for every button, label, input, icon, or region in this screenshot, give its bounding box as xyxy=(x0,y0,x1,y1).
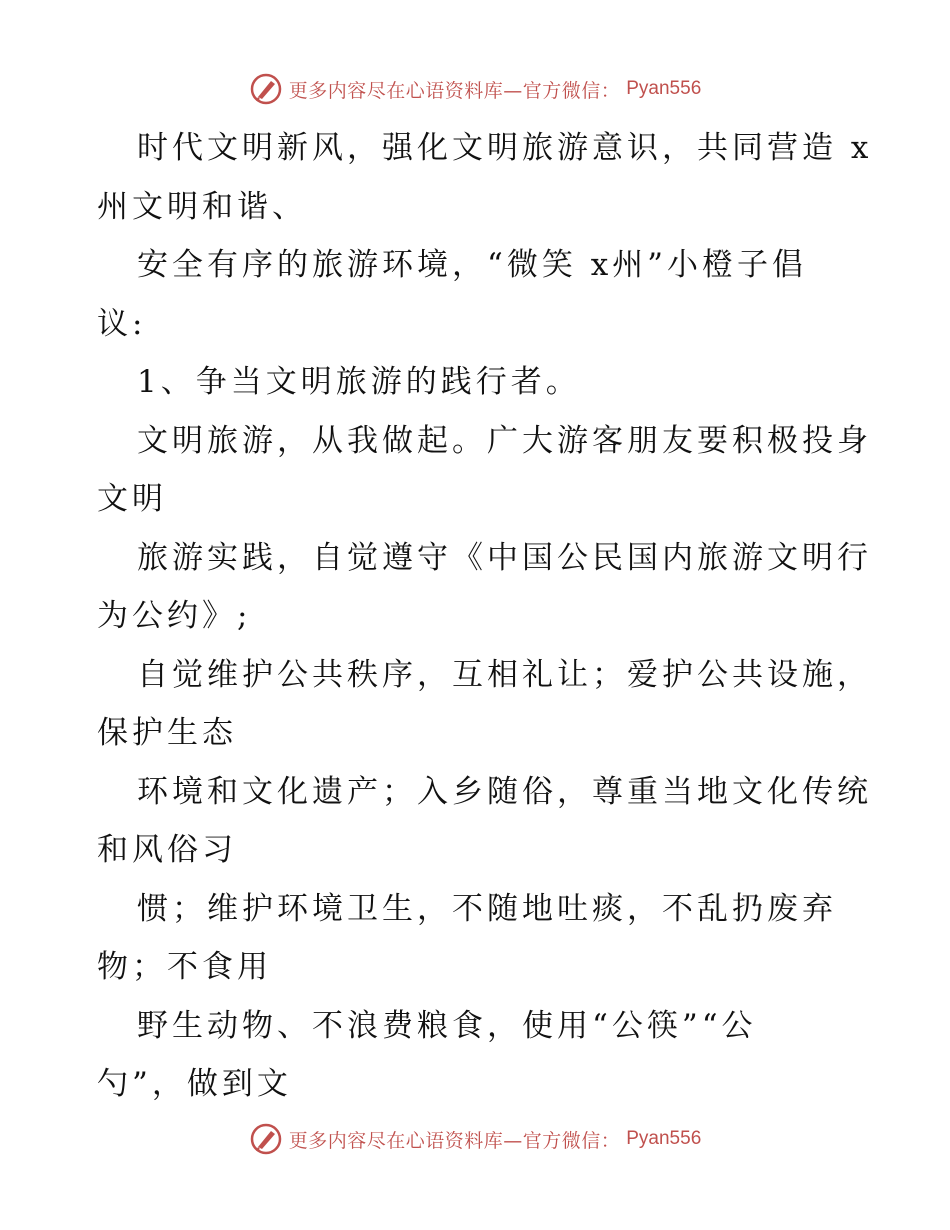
text-line: 野生动物、不浪费粮食，使用“公筷”“公 xyxy=(137,1007,757,1044)
header-watermark xyxy=(0,72,950,106)
text-line: 文明旅游，从我做起。广大游客朋友要积极投身 xyxy=(137,422,872,459)
watermark-wechat-id: Pyan556 xyxy=(626,78,702,99)
text-line: 旅游实践，自觉遵守《中国公民国内旅游文明行 xyxy=(137,539,872,576)
text-line: 安全有序的旅游环境，“微笑 x州”小橙子倡 xyxy=(137,247,808,283)
pen-feather-logo-icon xyxy=(249,72,283,106)
text-line: 为公约》; xyxy=(97,598,252,634)
watermark-text: 更多内容尽在心语资料库—官方微信： xyxy=(288,1129,621,1152)
text-line: 时代文明新风，强化文明旅游意识，共同营造 x xyxy=(137,130,873,166)
text-line: 议: xyxy=(97,305,147,342)
text-line: 惯；维护环境卫生，不随地吐痰，不乱扔废弃 xyxy=(137,890,837,927)
text-line: 环境和文化遗产；入乡随俗，尊重当地文化传统 xyxy=(137,773,872,810)
pen-feather-logo-icon xyxy=(249,1122,283,1156)
watermark-text: 更多内容尽在心语资料库—官方微信： xyxy=(288,79,621,102)
footer-watermark xyxy=(0,1122,950,1156)
text-line: 1、争当文明旅游的践行者。 xyxy=(137,364,581,400)
text-line: 自觉维护公共秩序，互相礼让；爱护公共设施， xyxy=(137,656,872,693)
watermark-wechat-id: Pyan556 xyxy=(626,1128,702,1149)
text-line: 州文明和谐、 xyxy=(97,188,307,225)
text-line: 保护生态 xyxy=(97,715,237,751)
text-line: 和风俗习 xyxy=(97,832,237,868)
text-line: 勺”，做到文 xyxy=(97,1066,292,1102)
text-line: 物；不食用 xyxy=(97,949,272,985)
text-line: 文明 xyxy=(97,481,167,517)
document-body xyxy=(97,119,873,1114)
